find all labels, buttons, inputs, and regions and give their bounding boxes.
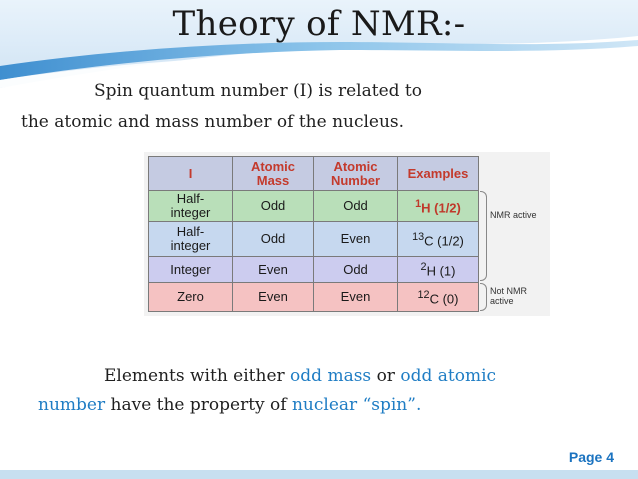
footer-line-1 [104,366,496,386]
slide-title: Theory of NMR:- [172,4,466,44]
cell-mass: Odd [233,191,314,222]
cell-mass: Even [233,283,314,312]
odd-atomic-highlight: odd atomic [400,366,497,386]
not-nmr-active-bracket [480,283,487,311]
cell-number: Even [314,283,398,312]
nmr-active-label: NMR active [490,210,537,220]
header-atomic-number: Atomic Number [314,157,398,191]
example-text: C (0) [429,291,459,307]
table-row [149,283,479,312]
cell-number: Odd [314,257,398,283]
cell-example [398,283,479,312]
example-text: H (1/2) [421,200,461,216]
example-superscript: 12 [417,288,430,301]
cell-example [398,191,479,222]
header-atomic-mass: Atomic Mass [233,157,314,191]
cell-example [398,257,479,283]
header-examples: Examples [398,157,479,191]
header-i: I [149,157,233,191]
table-row [149,222,479,257]
odd-mass-highlight: odd mass [290,366,372,386]
cell-i: Integer [149,257,233,283]
cell-mass: Even [233,257,314,283]
footer-text: Elements with either [104,366,285,386]
example-text: H (1) [426,263,456,279]
example-superscript: 2 [420,261,427,274]
cell-i: Half- integer [149,222,233,257]
number-highlight: number [38,395,106,415]
footer-text: have the property of [110,395,287,415]
nuclear-spin-highlight: nuclear “spin”. [291,395,422,415]
table-header-row [149,157,479,191]
cell-number: Odd [314,191,398,222]
not-nmr-active-label: Not NMR active [490,286,528,306]
example-text: C (1/2) [424,233,464,249]
footer-bar [0,470,638,479]
cell-mass: Odd [233,222,314,257]
spin-table [148,156,479,312]
footer-text: or [376,366,395,386]
spin-table-image [144,152,550,316]
intro-line-2: the atomic and mass number of the nucleus. [21,112,405,132]
intro-line-1: Spin quantum number (I) is related to [94,81,422,101]
table-row [149,191,479,222]
cell-i: Zero [149,283,233,312]
example-superscript: 13 [412,230,425,243]
nmr-active-bracket [480,191,487,281]
cell-number: Even [314,222,398,257]
cell-example [398,222,479,257]
cell-i: Half- integer [149,191,233,222]
example-superscript: 1 [415,197,422,210]
footer-line-2 [38,395,421,415]
table-row [149,257,479,283]
page-number: Page 4 [568,449,614,465]
